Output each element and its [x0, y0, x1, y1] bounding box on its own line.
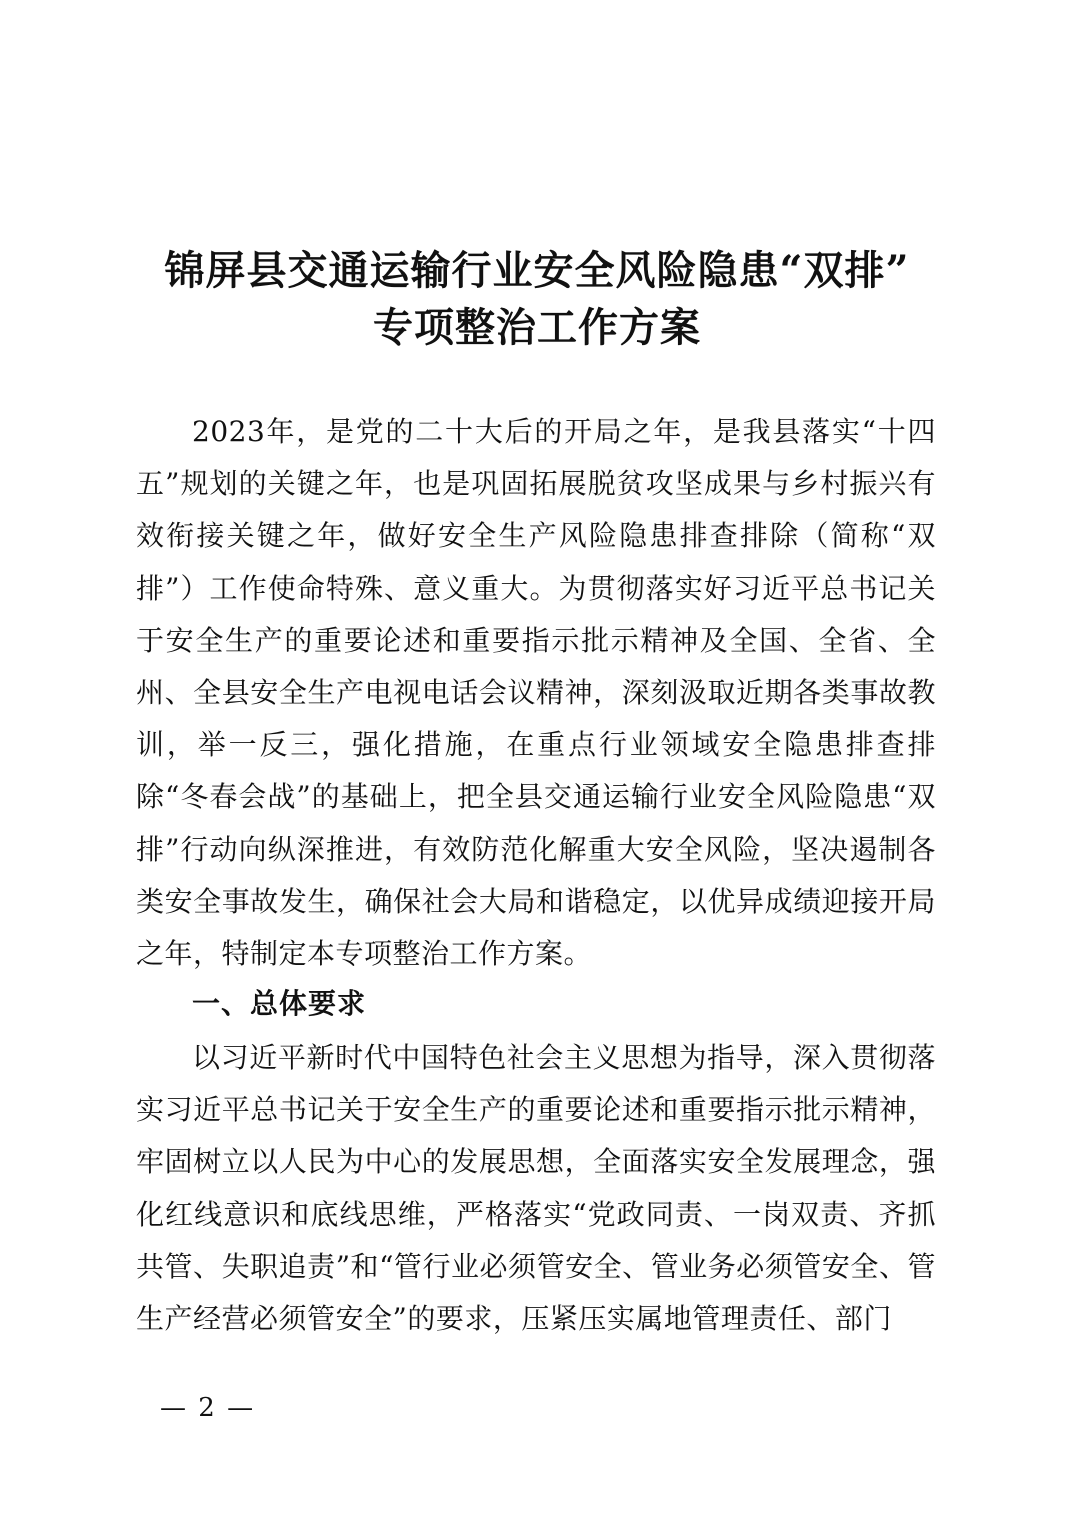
- general-requirements-paragraph: 以习近平新时代中国特色社会主义思想为指导，深入贯彻落实习近平总书记关于安全生产的重要论述和重要指示批示精神，牢固树立以人民为中心的发展思想，全面落实安全发展理念，强化红线意识和底线思维，严格落实“党政同责、一岗双责、齐抓共管、失职追责”和“管行业必须管安全、管业务必须管安全、管生产经营必须管安全”的要求，压紧压实属地管理责任、部门: [136, 1041, 936, 1336]
- document-title-line-2: 专项整治工作方案: [373, 304, 701, 351]
- section-heading-general-requirements: 一、总体要求: [192, 987, 367, 1020]
- document-title-line-1: 锦屏县交通运输行业安全风险隐患“双排”: [164, 247, 910, 294]
- page-number: — 2 —: [160, 1393, 256, 1423]
- intro-paragraph: 2023年，是党的二十大后的开局之年，是我县落实“十四五”规划的关键之年，也是巩固拓展脱贫攻坚成果与乡村振兴有效衔接关键之年，做好安全生产风险隐患排查排除（简称“双排”）工作使命特殊、意义重大。为贯彻落实好习近平总书记关于安全生产的重要论述和重要指示批示精神及全国、全省、全州、全县安全生产电视电话会议精神，深刻汲取近期各类事故教训，举一反三，强化措施，在重点行业领域安全隐患排查排除“冬春会战”的基础上，把全县交通运输行业安全风险隐患“双排”行动向纵深推进，有效防范化解重大安全风险，坚决遏制各类安全事故发生，确保社会大局和谐稳定，以优异成绩迎接开局之年，特制定本专项整治工作方案。: [136, 415, 936, 971]
